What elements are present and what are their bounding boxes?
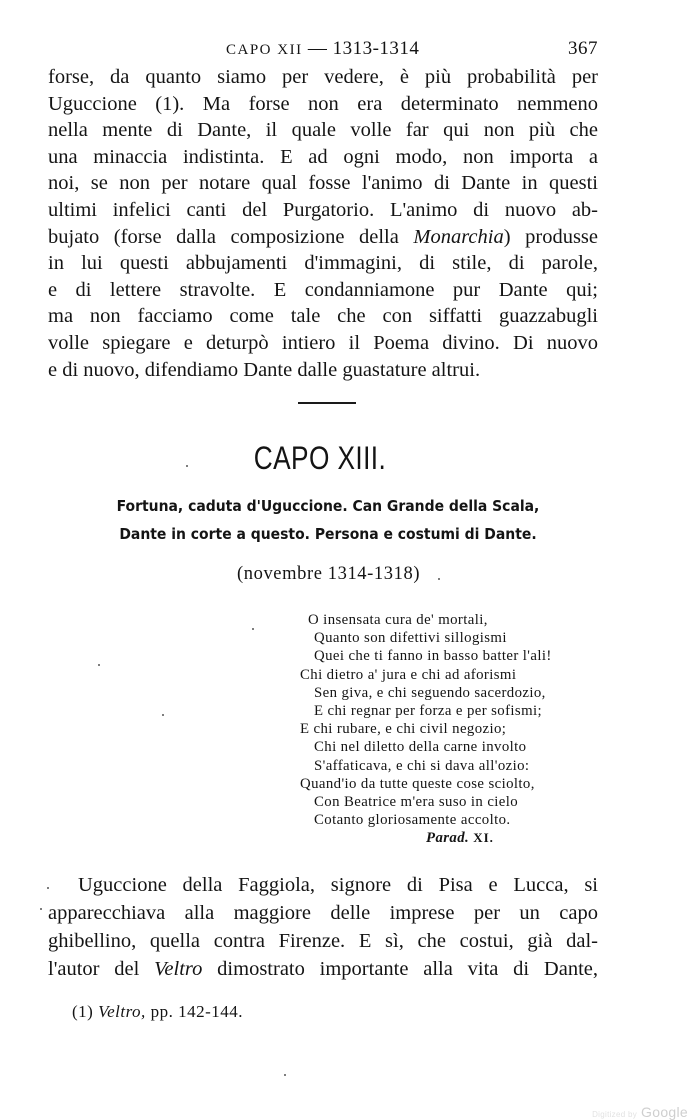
body-line-tail: dimostrato importante alla vita di Dante, (217, 958, 598, 980)
verse-line: O insensata cura de' mortali, (308, 612, 488, 628)
body-line: apparecchiava alla maggiore delle imprese per un capo (48, 902, 598, 924)
ink-speck (47, 887, 49, 889)
running-head-prefix: CAPO XII (226, 42, 303, 58)
body-paragraph-2 (48, 871, 598, 983)
body-paragraph (48, 64, 598, 383)
body-line: ultimi infelici canti del Purgatorio. L'animo di nuovo ab- (48, 198, 598, 221)
verse-line: Cotanto gloriosamente accolto. (314, 812, 511, 829)
body-line: forse, da quanto siamo per vedere, è più probabilità per (48, 66, 598, 88)
verse-line: Chi nel diletto della carne involto (314, 739, 527, 756)
body-line: in lui questi abbujamenti d'immagini, di stile, di parole, (48, 252, 598, 275)
body-line-text: bujato (forse dalla composizione della (48, 225, 399, 248)
body-line: ghibellino, quella contra Firenze. E sì, che costui, già dal- (48, 930, 598, 952)
running-head (48, 38, 598, 64)
chapter-summary (78, 492, 578, 548)
body-line: noi, se non per notare qual fosse l'animo di Dante in questi (48, 172, 598, 195)
ink-speck (284, 1074, 286, 1076)
summary-line: Fortuna, caduta d'Uguccione. Can Grande della Scala, (116, 497, 540, 515)
verse-line: S'affaticava, e chi si dava all'ozio: (314, 757, 530, 774)
ink-speck (438, 578, 440, 580)
chapter-dates: (novembre 1314-1318) (237, 564, 421, 584)
body-line-text: l'autor del (48, 958, 140, 980)
body-line-with-title (48, 955, 598, 983)
body-line: volle spiegare e deturpò intiero il Poema divino. Di nuovo (48, 331, 598, 354)
watermark-prefix: Digitized by (592, 1110, 638, 1119)
digitization-watermark (592, 1104, 688, 1120)
body-line: Uguccione (1). Ma forse non era determinato nemmeno (48, 92, 598, 115)
ink-speck (162, 714, 164, 716)
footnote-text: pp. 142-144. (150, 1002, 243, 1021)
ink-speck (40, 908, 42, 910)
body-line: nella mente di Dante, il quale volle far qui non più che (48, 119, 598, 142)
verse-line: E chi rubare, e chi civil negozio; (300, 721, 507, 738)
verse-line: Quei che ti fanno in basso batter l'ali! (314, 648, 552, 665)
body-line: ma non facciamo come tale che con siffatti guazzabugli (48, 305, 598, 328)
footnote (72, 1002, 243, 1022)
verse-line: E chi regnar per forza e per sofismi; (314, 703, 543, 720)
verse-line: Sen giva, e chi seguendo sacerdozio, (314, 684, 546, 701)
epigraph-reference (300, 829, 660, 847)
body-line-with-title (48, 224, 598, 251)
ink-speck (186, 465, 188, 467)
body-line-tail: ) produsse (503, 225, 598, 248)
body-line: Uguccione della Faggiola, signore di Pisa e Lucca, si (78, 874, 598, 896)
ink-speck (252, 628, 254, 630)
verse-line: Quanto son difettivi sillogismi (314, 630, 507, 647)
epigraph (300, 611, 660, 848)
chapter-title: CAPO XIII. (253, 440, 387, 476)
epigraph-ref-title: Parad. (426, 830, 470, 847)
summary-line: Dante in corte a questo. Persona e costumi di Dante. (119, 525, 537, 543)
body-line: e di nuovo, difendiamo Dante dalle guastature altrui. (48, 358, 481, 381)
section-divider-rule (298, 402, 356, 404)
running-head-years: — 1313-1314 (307, 38, 420, 59)
footnote-title: Veltro, (98, 1002, 146, 1021)
page-number: 367 (568, 38, 598, 59)
body-line: e di lettere stravolte. E condanniamone pur Dante qui; (48, 278, 598, 301)
body-line: una minaccia indistinta. E ad ogni modo, non importa a (48, 145, 598, 168)
running-head-title (226, 38, 419, 60)
ink-speck (98, 664, 100, 666)
verse-line: Con Beatrice m'era suso in cielo (314, 794, 519, 811)
verse-line: Quand'io da tutte queste cose sciolto, (300, 775, 535, 792)
footnote-marker: (1) (72, 1002, 94, 1021)
work-title-veltro: Veltro (154, 958, 203, 980)
work-title-monarchia: Monarchia (413, 225, 504, 248)
verse-line: Chi dietro a' jura e chi ad aforismi (300, 666, 517, 683)
epigraph-ref-canto: XI. (473, 830, 494, 846)
watermark-brand: Google (641, 1104, 688, 1120)
